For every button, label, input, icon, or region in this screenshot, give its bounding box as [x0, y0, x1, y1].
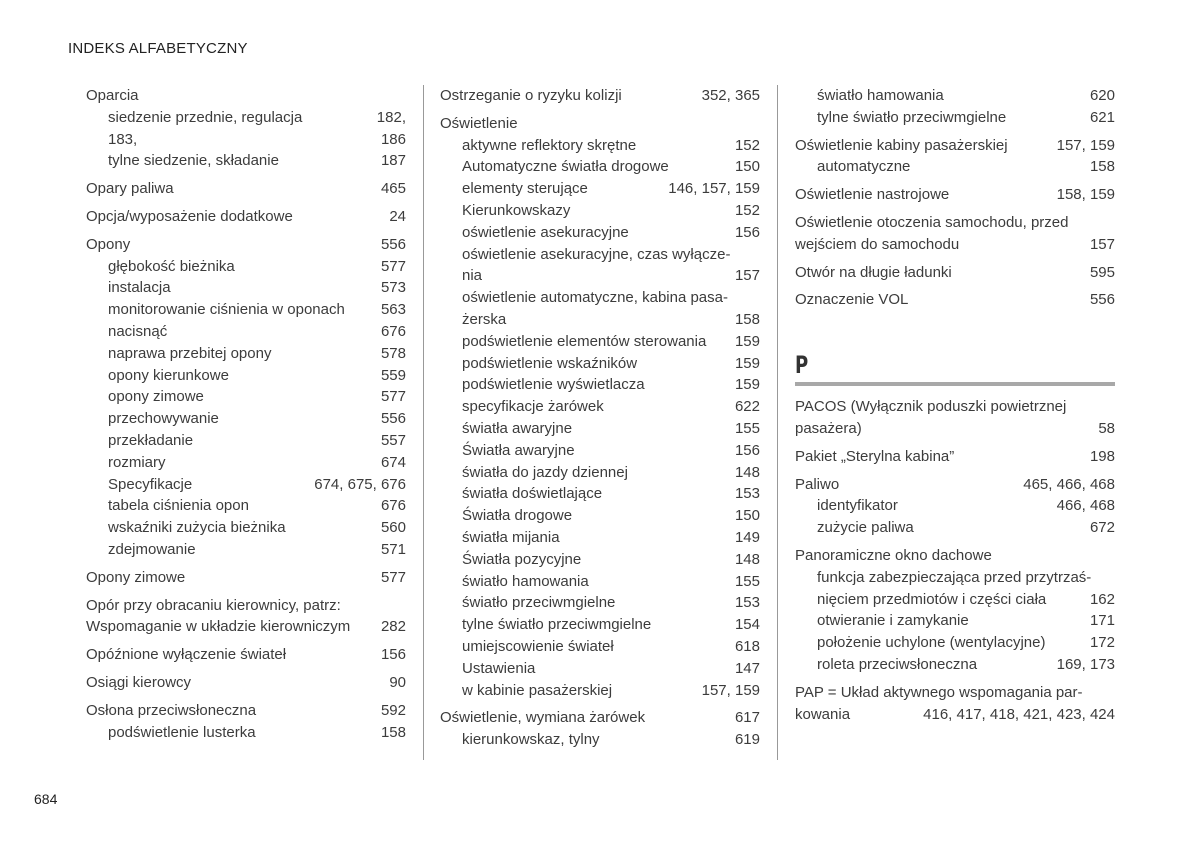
entry-term: zdejmowanie [108, 540, 196, 558]
index-entry [795, 474, 1115, 496]
entry-pages: 154 [734, 616, 760, 634]
entry-term: rozmiary [108, 453, 166, 471]
index-subentry [440, 353, 760, 375]
entry-pages: 592 [380, 701, 406, 719]
entry-pages: 674 [380, 453, 406, 471]
index-entry [86, 595, 406, 617]
entry-term: oświetlenie automatyczne, kabina pasa- [462, 289, 728, 307]
entry-term: Oznaczenie VOL [795, 291, 909, 309]
entry-pages: 171 [1089, 612, 1115, 630]
entry-pages: 159 [734, 332, 760, 350]
entry-pages: 466, 468 [1056, 497, 1115, 515]
entry-term: opony zimowe [108, 388, 204, 406]
entry-pages: 58 [1098, 419, 1115, 437]
entry-pages: 618 [734, 637, 760, 655]
entry-term: umiejscowienie świateł [462, 637, 614, 655]
entry-term: Osiągi kierowcy [86, 673, 192, 691]
entry-pages: 571 [380, 540, 406, 558]
index-subentry [86, 129, 406, 151]
entry-term: Oświetlenie nastrojowe [795, 186, 950, 204]
index-entry [440, 113, 760, 135]
index-subentry [440, 571, 760, 593]
entry-pages: 156 [734, 441, 760, 459]
entry-term: tylne światło przeciwmgielne [462, 616, 652, 634]
entry-term: przekładanie [108, 431, 194, 449]
entry-pages: 158, 159 [1056, 186, 1115, 204]
entry-term: Automatyczne światła drogowe [462, 158, 669, 176]
index-subentry [440, 680, 760, 702]
index-subentry [440, 418, 760, 440]
entry-pages: 158 [1089, 158, 1115, 176]
entry-term: naprawa przebitej opony [108, 344, 272, 362]
index-subentry [440, 265, 760, 287]
entry-term: w kabinie pasażerskiej [462, 681, 613, 699]
entry-pages: 153 [734, 485, 760, 503]
entry-term: tabela ciśnienia opon [108, 497, 249, 515]
entry-term: monitorowanie ciśnienia w oponach [108, 301, 345, 319]
entry-pages: 152 [734, 136, 760, 154]
index-entry [86, 567, 406, 589]
index-subentry [795, 85, 1115, 107]
index-entry [86, 85, 406, 107]
entry-term: Otwór na długie ładunki [795, 263, 952, 281]
entry-term: aktywne reflektory skrętne [462, 136, 637, 154]
entry-term: Ustawienia [462, 659, 536, 677]
index-subentry [440, 178, 760, 200]
index-subentry [440, 374, 760, 396]
entry-term: Paliwo [795, 475, 840, 493]
entry-term: Oświetlenie, wymiana żarówek [440, 709, 646, 727]
entry-term: wejściem do samochodu [795, 235, 960, 253]
entry-pages: 149 [734, 528, 760, 546]
index-column-3-o-entries [795, 85, 1115, 311]
index-subentry [86, 386, 406, 408]
index-subentry [440, 658, 760, 680]
page-number: 684 [34, 791, 58, 807]
index-entry [795, 545, 1115, 567]
index-subentry [440, 287, 760, 309]
index-subentry [440, 614, 760, 636]
entry-term: PAP = Układ aktywnego wspomagania par- [795, 683, 1083, 701]
index-subentry [440, 549, 760, 571]
entry-pages: 153 [734, 594, 760, 612]
entry-pages: 158 [734, 310, 760, 328]
entry-pages: 152 [734, 201, 760, 219]
entry-term: 183, [108, 130, 138, 148]
entry-term: przechowywanie [108, 410, 219, 428]
entry-pages: 556 [1089, 291, 1115, 309]
index-subentry [440, 636, 760, 658]
index-subentry [86, 474, 406, 496]
index-subentry [440, 135, 760, 157]
index-subentry [86, 321, 406, 343]
entry-term: Opóźnione wyłączenie świateł [86, 646, 287, 664]
index-subentry [86, 517, 406, 539]
entry-pages: 619 [734, 731, 760, 749]
index-entry [86, 206, 406, 228]
entry-pages: 416, 417, 418, 421, 423, 424 [923, 705, 1115, 723]
index-subentry [86, 722, 406, 744]
entry-term: Wspomaganie w układzie kierowniczym [86, 618, 351, 636]
index-subentry [86, 365, 406, 387]
entry-pages: 146, 157, 159 [668, 180, 760, 198]
index-subentry [440, 200, 760, 222]
entry-pages: 169, 173 [1056, 655, 1115, 673]
entry-term: opony kierunkowe [108, 366, 229, 384]
index-subentry [795, 654, 1115, 676]
index-subentry [795, 517, 1115, 539]
entry-pages: 282 [380, 618, 406, 636]
entry-pages: 159 [734, 376, 760, 394]
index-entry [795, 234, 1115, 256]
entry-pages: 157, 159 [1056, 136, 1115, 154]
index-subentry [440, 527, 760, 549]
entry-term: elementy sterujące [462, 180, 588, 198]
entry-term: Opony [86, 235, 131, 253]
entry-term: siedzenie przednie, regulacja [108, 108, 303, 126]
column-divider [423, 85, 424, 760]
index-subentry [440, 462, 760, 484]
entry-term: Oświetlenie kabiny pasażerskiej [795, 136, 1008, 154]
entry-pages: 617 [734, 709, 760, 727]
entry-term: otwieranie i zamykanie [817, 612, 969, 630]
entry-term: Oświetlenie otoczenia samochodu, przed [795, 213, 1069, 231]
index-subentry [440, 505, 760, 527]
entry-term: identyfikator [817, 497, 898, 515]
entry-term: Światła awaryjne [462, 441, 575, 459]
index-subentry [440, 309, 760, 331]
entry-pages: 157, 159 [701, 681, 760, 699]
entry-pages: 622 [734, 398, 760, 416]
index-entry [795, 184, 1115, 206]
index-entry [795, 212, 1115, 234]
entry-term: Światła pozycyjne [462, 550, 582, 568]
entry-pages: 155 [734, 419, 760, 437]
index-subentry [795, 107, 1115, 129]
entry-term: funkcja zabezpieczająca przed przytrzaś- [817, 568, 1092, 586]
index-subentry [440, 331, 760, 353]
entry-pages: 577 [380, 388, 406, 406]
entry-term: nięciem przedmiotów i części ciała [817, 590, 1047, 608]
entry-term: PACOS (Wyłącznik poduszki powietrznej [795, 398, 1067, 416]
entry-pages: 465, 466, 468 [1023, 475, 1115, 493]
entry-pages: 556 [380, 410, 406, 428]
index-entry [795, 704, 1115, 726]
index-subentry [440, 396, 760, 418]
entry-term: światła do jazdy dziennej [462, 463, 628, 481]
entry-term: Światła drogowe [462, 507, 573, 525]
index-subentry [86, 343, 406, 365]
entry-term: Opary paliwa [86, 180, 174, 198]
index-column-2 [440, 85, 760, 751]
entry-term: światła doświetlające [462, 485, 603, 503]
index-column-3 [795, 85, 1115, 725]
entry-term: zużycie paliwa [817, 519, 914, 537]
index-entry [86, 234, 406, 256]
entry-pages: 595 [1089, 263, 1115, 281]
index-subentry [440, 729, 760, 751]
index-column-3-p-entries [795, 396, 1115, 725]
entry-term: wskaźniki zużycia bieżnika [108, 519, 286, 537]
index-entry [795, 396, 1115, 418]
page-header-title: INDEKS ALFABETYCZNY [68, 40, 248, 57]
index-subentry [86, 107, 406, 129]
entry-pages: 352, 365 [701, 87, 760, 104]
index-entry [795, 262, 1115, 284]
entry-term: światło hamowania [462, 572, 589, 590]
entry-term: instalacja [108, 279, 171, 297]
entry-pages: 162 [1089, 590, 1115, 608]
entry-term: Panoramiczne okno dachowe [795, 546, 992, 564]
entry-term: położenie uchylone (wentylacyjne) [817, 634, 1046, 652]
entry-pages: 172 [1089, 634, 1115, 652]
entry-pages: 573 [380, 279, 406, 297]
entry-term: kierunkowskaz, tylny [462, 731, 600, 749]
entry-pages: 577 [380, 257, 406, 275]
index-subentry [86, 299, 406, 321]
index-entry [795, 682, 1115, 704]
index-subentry [86, 430, 406, 452]
entry-pages: 157 [1089, 235, 1115, 253]
entry-term: Opcja/wyposażenie dodatkowe [86, 207, 293, 225]
entry-pages: 621 [1089, 108, 1115, 126]
index-entry [795, 446, 1115, 468]
index-subentry [86, 408, 406, 430]
entry-term: pasażera) [795, 419, 862, 437]
entry-pages: 465 [380, 180, 406, 198]
entry-pages: 157 [734, 267, 760, 285]
entry-term: światło hamowania [817, 87, 944, 104]
entry-term: podświetlenie wskaźników [462, 354, 638, 372]
entry-pages: 674, 675, 676 [314, 475, 406, 493]
column-divider [777, 85, 778, 760]
entry-term: światło przeciwmgielne [462, 594, 616, 612]
entry-term: Oświetlenie [440, 114, 518, 132]
entry-pages: 557 [380, 431, 406, 449]
entry-term: światła mijania [462, 528, 560, 546]
index-entry [440, 85, 760, 107]
entry-pages: 556 [380, 235, 406, 253]
index-entry [86, 672, 406, 694]
section-rule [795, 382, 1115, 386]
entry-term: specyfikacje żarówek [462, 398, 604, 416]
entry-term: nia [462, 267, 483, 285]
entry-pages: 150 [734, 158, 760, 176]
entry-term: Osłona przeciwsłoneczna [86, 701, 257, 719]
entry-term: oświetlenie asekuracyjne [462, 223, 629, 241]
entry-pages: 672 [1089, 519, 1115, 537]
entry-pages: 147 [734, 659, 760, 677]
entry-term: automatyczne [817, 158, 911, 176]
entry-pages: 159 [734, 354, 760, 372]
index-subentry [795, 610, 1115, 632]
entry-term: Kierunkowskazy [462, 201, 571, 219]
index-subentry [86, 277, 406, 299]
index-subentry [440, 440, 760, 462]
index-subentry [440, 156, 760, 178]
entry-pages: 148 [734, 550, 760, 568]
entry-term: nacisnąć [108, 322, 168, 340]
entry-term: światła awaryjne [462, 419, 573, 437]
entry-pages: 148 [734, 463, 760, 481]
entry-pages: 158 [380, 723, 406, 741]
entry-term: głębokość bieżnika [108, 257, 235, 275]
index-entry [795, 418, 1115, 440]
entry-term: podświetlenie lusterka [108, 723, 256, 741]
entry-pages: 578 [380, 344, 406, 362]
entry-term: roleta przeciwsłoneczna [817, 655, 978, 673]
entry-term: tylne siedzenie, składanie [108, 152, 279, 170]
entry-pages: 156 [734, 223, 760, 241]
entry-term: Opór przy obracaniu kierownicy, patrz: [86, 596, 341, 614]
index-entry [86, 700, 406, 722]
entry-pages: 186 [380, 130, 406, 148]
index-subentry [440, 592, 760, 614]
entry-pages: 90 [389, 673, 406, 691]
entry-term: żerska [462, 310, 507, 328]
entry-term: Pakiet „Sterylna kabina” [795, 447, 955, 465]
index-subentry [440, 483, 760, 505]
index-entry [86, 644, 406, 666]
index-entry [440, 707, 760, 729]
index-subentry [795, 156, 1115, 178]
index-column-1 [86, 85, 406, 743]
index-subentry [795, 495, 1115, 517]
entry-pages: 182, [376, 108, 406, 126]
entry-pages: 676 [380, 322, 406, 340]
entry-term: oświetlenie asekuracyjne, czas wyłącze- [462, 245, 731, 263]
entry-pages: 24 [389, 207, 406, 225]
index-subentry [440, 222, 760, 244]
index-entry [86, 616, 406, 638]
entry-pages: 563 [380, 301, 406, 319]
index-subentry [86, 495, 406, 517]
entry-term: Oparcia [86, 87, 139, 104]
entry-pages: 560 [380, 519, 406, 537]
entry-pages: 156 [380, 646, 406, 664]
index-subentry [440, 244, 760, 266]
section-letter-heading: P [795, 351, 809, 380]
index-subentry [86, 452, 406, 474]
entry-pages: 559 [380, 366, 406, 384]
entry-term: Specyfikacje [108, 475, 193, 493]
entry-pages: 676 [380, 497, 406, 515]
entry-pages: 150 [734, 507, 760, 525]
entry-pages: 198 [1089, 447, 1115, 465]
entry-term: tylne światło przeciwmgielne [817, 108, 1007, 126]
index-subentry [86, 150, 406, 172]
index-subentry [795, 567, 1115, 589]
entry-pages: 187 [380, 152, 406, 170]
index-subentry [86, 539, 406, 561]
index-subentry [795, 589, 1115, 611]
entry-pages: 155 [734, 572, 760, 590]
entry-term: kowania [795, 705, 851, 723]
index-entry [86, 178, 406, 200]
entry-term: Ostrzeganie o ryzyku kolizji [440, 87, 622, 104]
index-subentry [86, 256, 406, 278]
entry-pages: 620 [1089, 87, 1115, 104]
entry-term: podświetlenie wyświetlacza [462, 376, 645, 394]
index-subentry [795, 632, 1115, 654]
entry-term: podświetlenie elementów sterowania [462, 332, 707, 350]
index-entry [795, 135, 1115, 157]
index-entry [795, 289, 1115, 311]
entry-term: Opony zimowe [86, 568, 186, 586]
entry-pages: 577 [380, 568, 406, 586]
